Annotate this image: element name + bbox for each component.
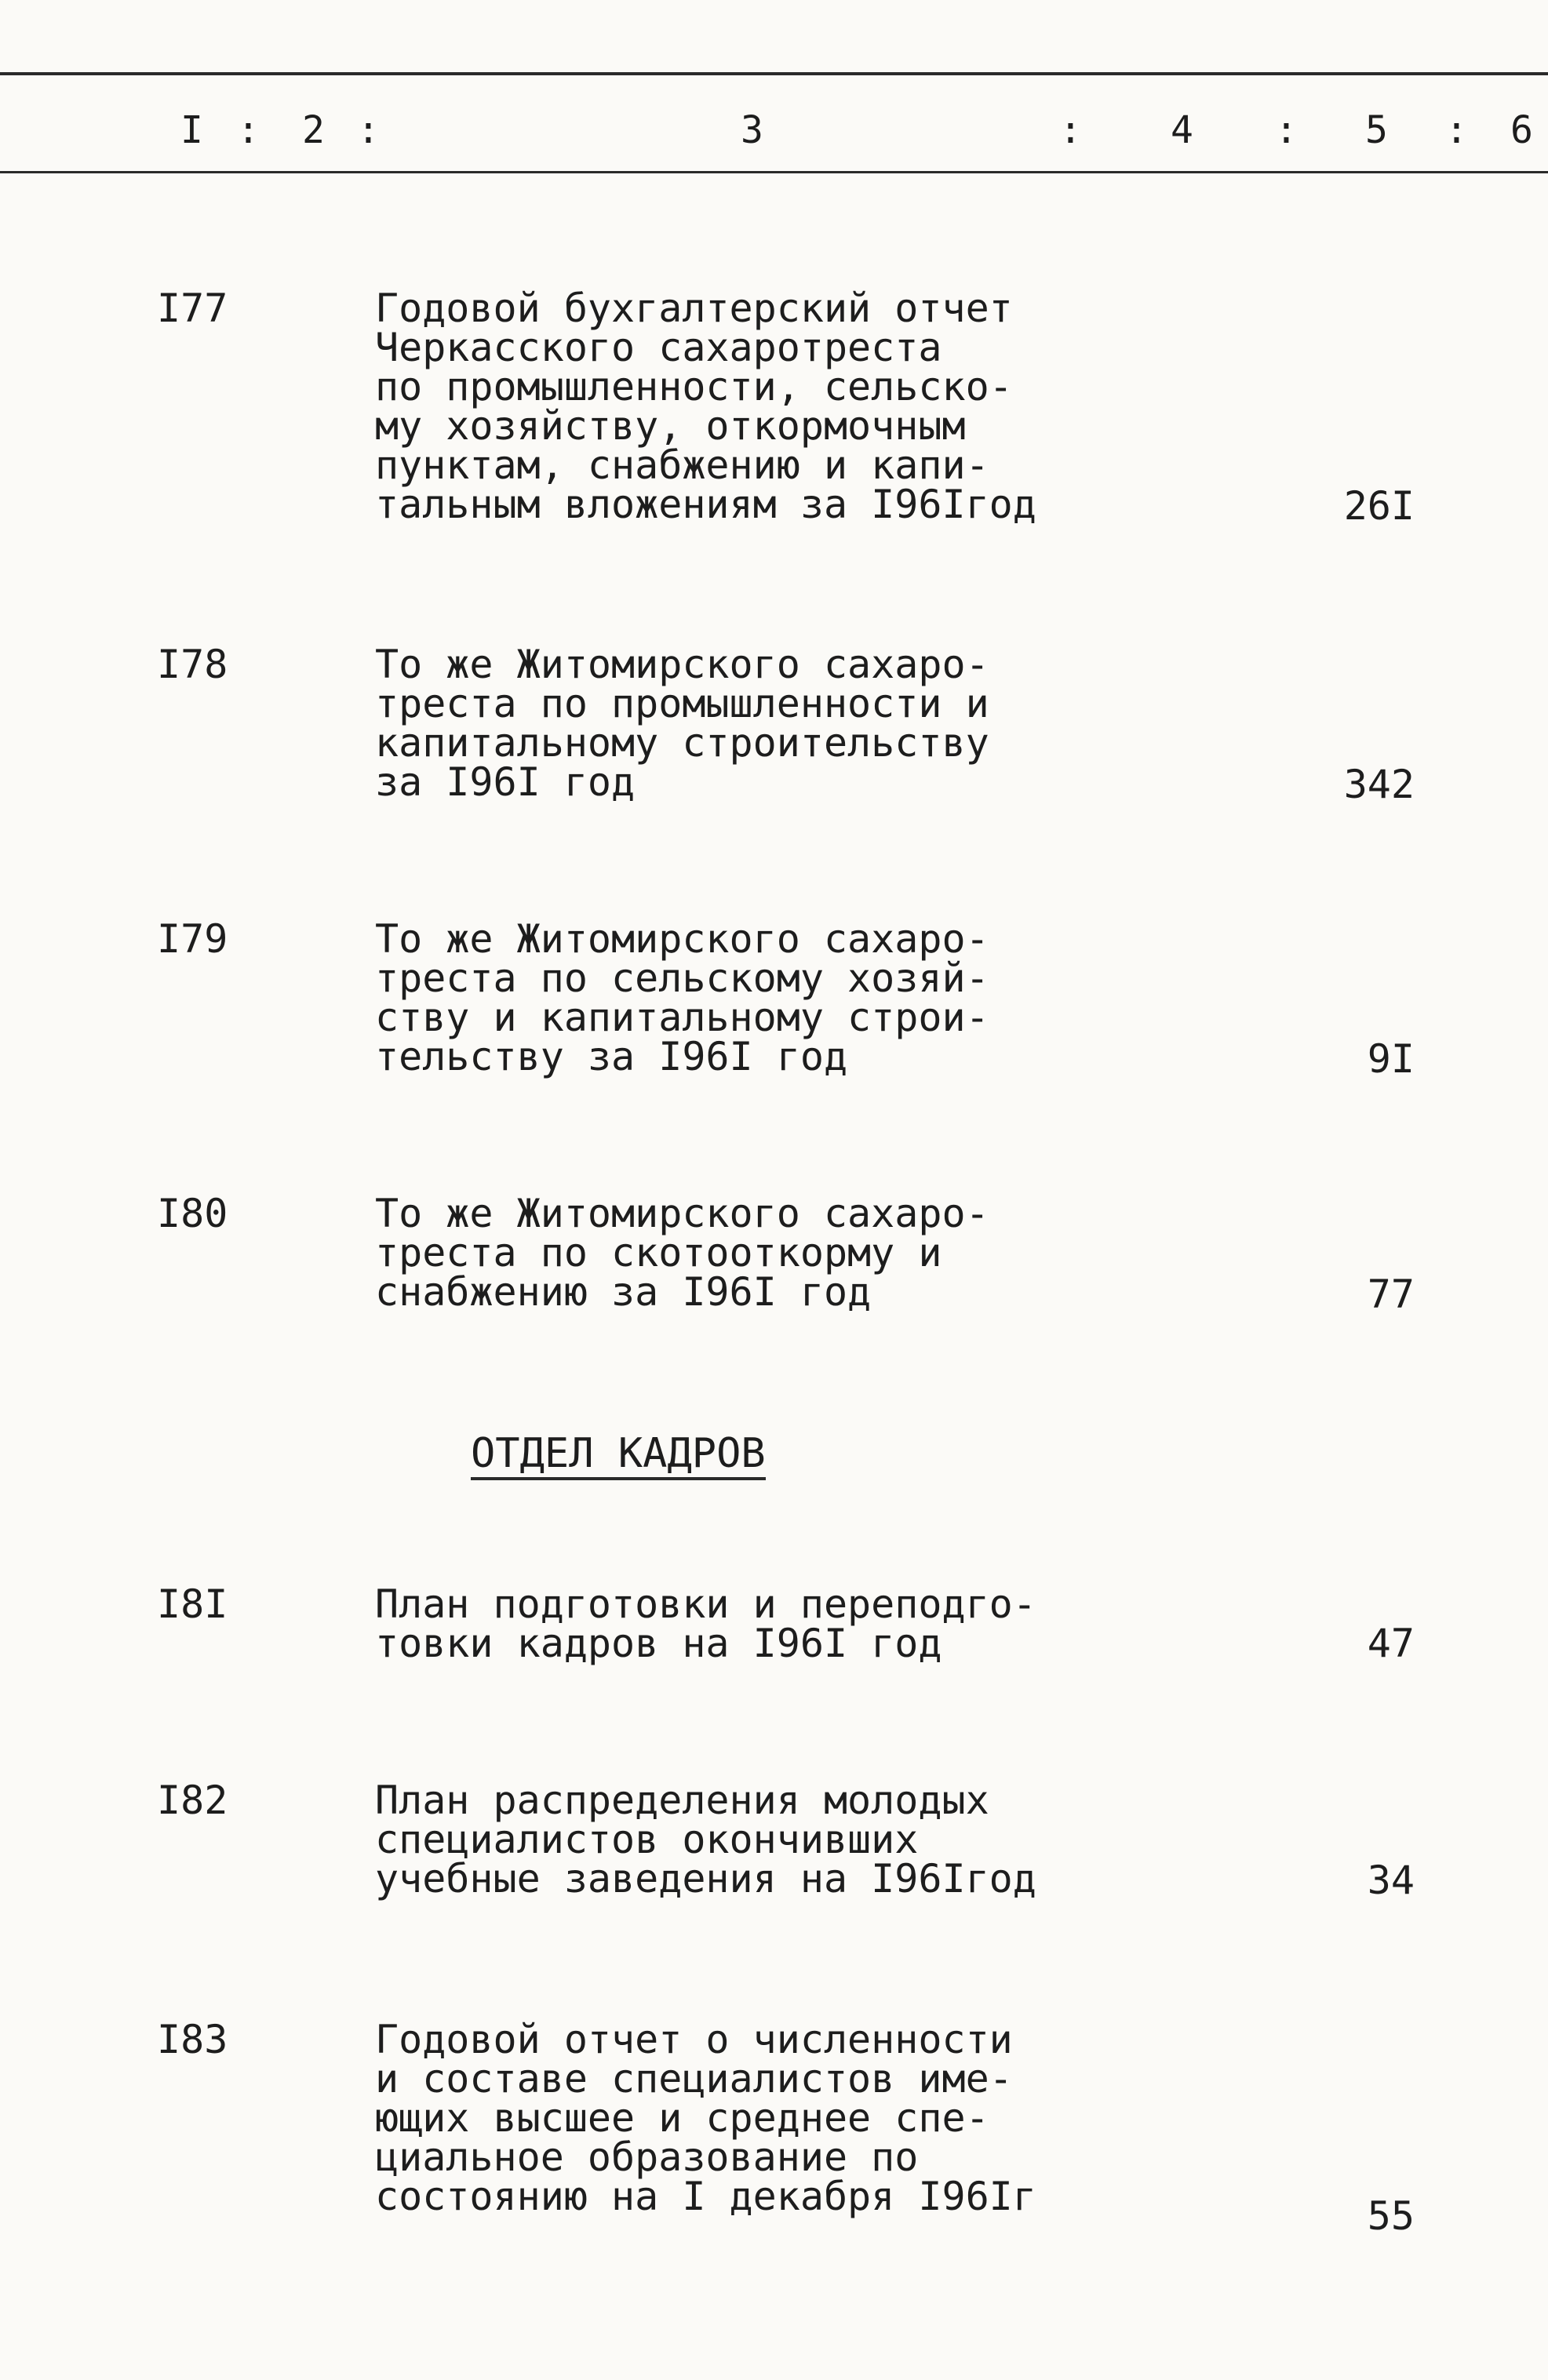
column-header-2: 2	[302, 108, 325, 152]
entry-description	[375, 1581, 1081, 1666]
entry-sheet-count: 77	[1367, 1272, 1415, 1317]
entry-description-line: капитальному строительству	[375, 720, 989, 766]
entry-description-line: То же Житомирского сахаро-	[375, 642, 989, 687]
entry-description-line: План подготовки и переподго-	[375, 1581, 1036, 1627]
top-rule	[0, 72, 1548, 75]
entry-description-line: товки кадров на I96I год	[375, 1621, 942, 1666]
column-header-4: 4	[1171, 108, 1193, 152]
column-header-1: I	[180, 108, 203, 152]
entry-description-line: и составе специалистов име-	[375, 2056, 1013, 2102]
entry-description-line: треста по сельскому хозяй-	[375, 955, 989, 1001]
entry-sheet-count: 9I	[1367, 1036, 1415, 1082]
entry-number: I83	[157, 2017, 228, 2062]
entry-sheet-count: 47	[1367, 1621, 1415, 1666]
entry-description-line: Годовой отчет о численности	[375, 2017, 1013, 2062]
entry-sheet-count: 55	[1367, 2193, 1415, 2239]
entry-description-line: му хозяйству, откормочным	[375, 403, 966, 449]
entry-description	[375, 2017, 1081, 2219]
entry-number: I77	[157, 286, 228, 331]
entry-description	[375, 1191, 1081, 1315]
entry-description-line: за I96I год	[375, 759, 636, 805]
entry-number: I78	[157, 642, 228, 687]
column-header-separator: :	[237, 108, 260, 152]
column-header-separator: :	[1275, 108, 1298, 152]
entry-description-line: треста по промышленности и	[375, 681, 989, 726]
entry-number: I82	[157, 1778, 228, 1823]
entry-description-line: То же Житомирского сахаро-	[375, 1191, 989, 1236]
entry-description	[375, 286, 1081, 527]
column-header-3: 3	[741, 108, 763, 152]
entry-description-line: пунктам, снабжению и капи-	[375, 442, 989, 488]
column-header-5: 5	[1365, 108, 1388, 152]
entry-description-line: ству и капитальному строи-	[375, 995, 989, 1040]
entry-description	[375, 642, 1081, 805]
entry-description-line: снабжению за I96I год	[375, 1269, 872, 1315]
entry-description-line: То же Житомирского сахаро-	[375, 916, 989, 962]
header-bottom-rule	[0, 171, 1548, 173]
entry-sheet-count: 26I	[1343, 483, 1415, 529]
entry-description-line: Годовой бухгалтерский отчет	[375, 286, 1013, 331]
entry-description-line: тельству за I96I год	[375, 1034, 848, 1079]
column-header-6: 6	[1510, 108, 1533, 152]
entry-number: I80	[157, 1191, 228, 1236]
entry-description-line: учебные заведения на I96Iгод	[375, 1856, 1036, 1901]
entry-description-line: состоянию на I декабря I96Iг	[375, 2174, 1036, 2219]
entry-description-line: Черкасского сахаротреста	[375, 325, 942, 370]
entry-description-line: циальное образование по	[375, 2134, 919, 2180]
entry-sheet-count: 342	[1343, 762, 1415, 807]
entry-sheet-count: 34	[1367, 1858, 1415, 1903]
entry-description	[375, 916, 1081, 1079]
column-header-separator: :	[1059, 108, 1082, 152]
entry-description-line: специалистов окончивших	[375, 1817, 919, 1862]
entry-description-line: ющих высшее и среднее спе-	[375, 2095, 989, 2141]
entry-number: I79	[157, 916, 228, 962]
column-header-separator: :	[357, 108, 380, 152]
entry-description-line: треста по скотооткорму и	[375, 1230, 942, 1276]
column-header-separator: :	[1445, 108, 1468, 152]
entry-description-line: по промышленности, сельско-	[375, 364, 1013, 409]
section-heading: ОТДЕЛ КАДРОВ	[471, 1432, 766, 1480]
entry-description	[375, 1778, 1081, 1901]
entry-description-line: тальным вложениям за I96Iгод	[375, 482, 1036, 527]
entry-description-line: План распределения молодых	[375, 1778, 989, 1823]
entry-number: I8I	[157, 1581, 228, 1627]
